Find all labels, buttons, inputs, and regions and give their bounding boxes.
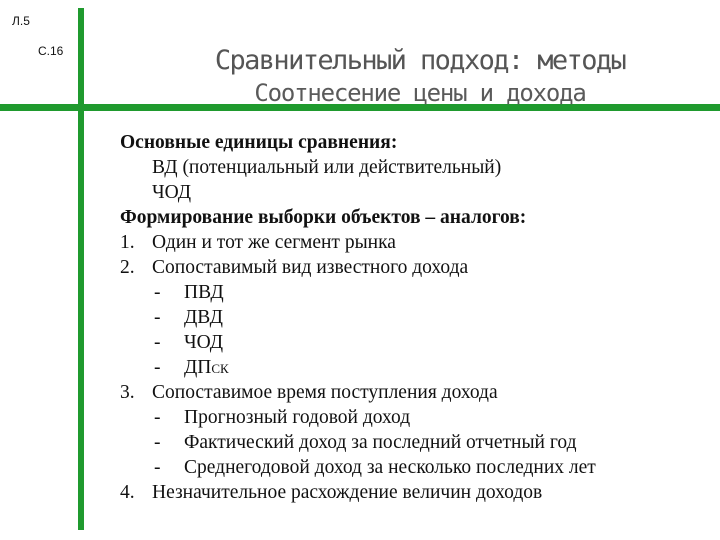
dash-marker: - [154, 282, 161, 303]
slide-content [120, 130, 710, 505]
sub-item [120, 405, 710, 430]
sub-text: Прогнозный годовой доход [184, 407, 411, 428]
dash-marker: - [154, 457, 161, 478]
dash-marker: - [154, 357, 161, 378]
list-item-2 [120, 255, 710, 280]
slide-label-l: Л.5 [12, 14, 30, 28]
sub-text: ДП [184, 357, 212, 378]
vertical-divider-line [78, 8, 84, 530]
dash-marker: - [154, 332, 161, 353]
units-heading: Основные единицы сравнения: [120, 132, 398, 153]
list-number: 4. [120, 482, 135, 503]
sub-text: Среднегодовой доход за несколько последних лет [184, 457, 596, 478]
list-item-3 [120, 380, 710, 405]
list-number: 2. [120, 257, 135, 278]
sub-text: ПВД [184, 282, 224, 303]
sub-text: ЧОД [184, 332, 224, 353]
list-text: Незначительное расхождение величин доходов [152, 482, 543, 503]
list-number: 1. [120, 232, 135, 253]
dash-marker: - [154, 407, 161, 428]
slide-subtitle: Соотнесение цены и дохода [254, 79, 586, 107]
list-item-4 [120, 480, 710, 505]
sub-item [120, 305, 710, 330]
unit-item: ВД (потенциальный или действительный) [152, 157, 502, 178]
list-text: Сопоставимое время поступления дохода [152, 382, 498, 403]
dash-marker: - [154, 432, 161, 453]
dash-marker: - [154, 307, 161, 328]
sub-item [120, 455, 710, 480]
list-item-1 [120, 230, 710, 255]
slide-title: Сравнительный подход: методы [214, 45, 626, 76]
subscript-text: СК [211, 361, 229, 376]
sub-text: ДВД [184, 307, 223, 328]
list-text: Сопоставимый вид известного дохода [152, 257, 469, 278]
sub-text: Фактический доход за последний отчетный год [184, 432, 577, 453]
sub-item [120, 330, 710, 355]
sub-item [120, 430, 710, 455]
sub-item [120, 280, 710, 305]
list-text: Один и тот же сегмент рынка [152, 232, 396, 253]
sample-heading: Формирование выборки объектов – аналогов: [120, 207, 527, 228]
slide-label-c: С.16 [38, 44, 64, 58]
sub-item [120, 355, 710, 380]
unit-item: ЧОД [152, 182, 192, 203]
list-number: 3. [120, 382, 135, 403]
